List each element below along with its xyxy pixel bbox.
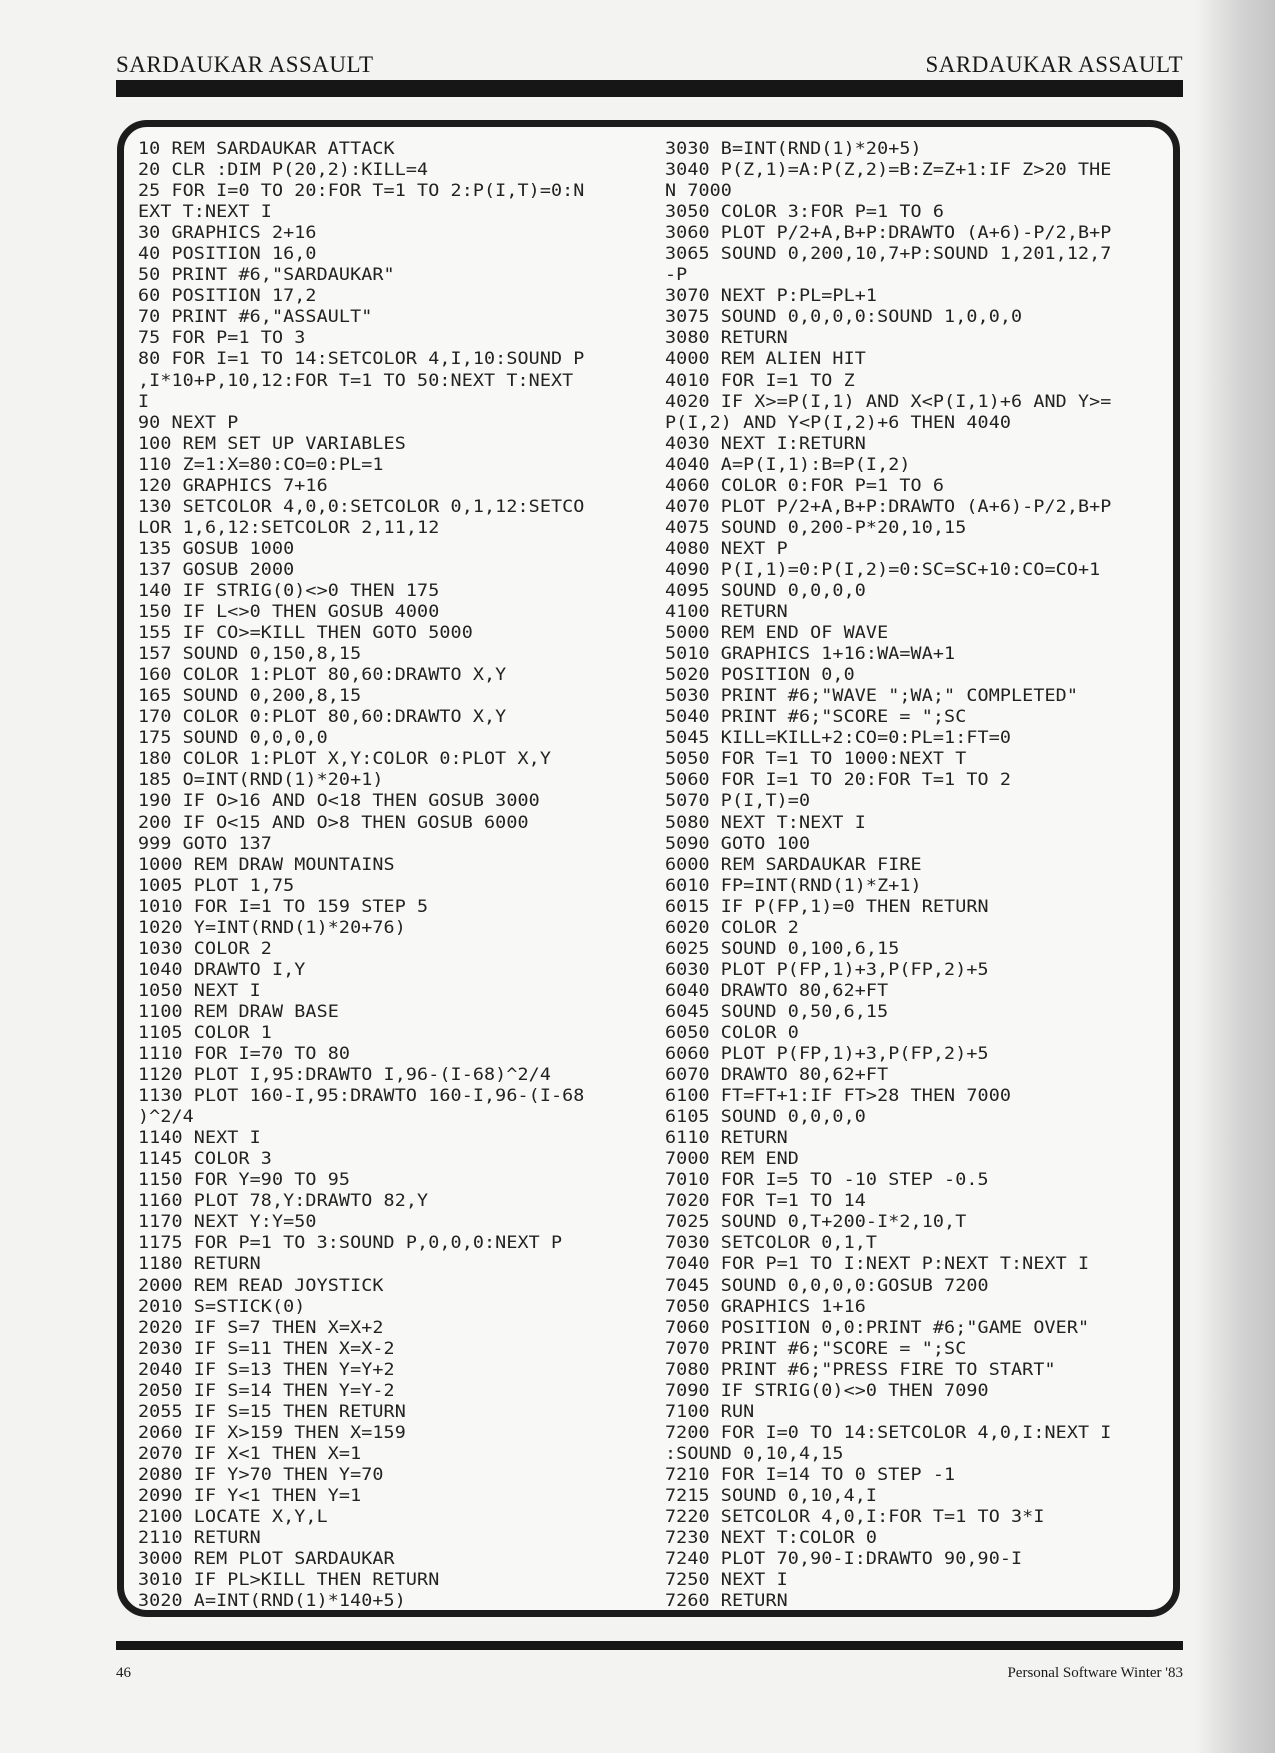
- page-number: 46: [116, 1665, 131, 1681]
- code-line: 4100 RETURN: [665, 602, 788, 623]
- code-line: 5030 PRINT #6;"WAVE ";WA;" COMPLETED": [665, 686, 1078, 707]
- code-line: 7020 FOR T=1 TO 14: [665, 1191, 866, 1212]
- code-line: 25 FOR I=0 TO 20:FOR T=1 TO 2:P(I,T)=0:N: [138, 181, 585, 202]
- code-line: 7045 SOUND 0,0,0,0:GOSUB 7200: [665, 1275, 989, 1296]
- code-line: 1150 FOR Y=90 TO 95: [138, 1170, 351, 1191]
- code-line: 3030 B=INT(RND(1)*20+5): [665, 139, 922, 159]
- code-line: 2020 IF S=7 THEN X=X+2: [138, 1317, 384, 1338]
- code-line: 4095 SOUND 0,0,0,0: [665, 580, 866, 601]
- code-line: 20 CLR :DIM P(20,2):KILL=4: [138, 160, 429, 181]
- code-line: 5040 PRINT #6;"SCORE = ";SC: [665, 707, 967, 728]
- code-line: 6105 SOUND 0,0,0,0: [665, 1107, 866, 1128]
- code-line: 2010 S=STICK(0): [138, 1296, 306, 1317]
- code-line: 3040 P(Z,1)=A:P(Z,2)=B:Z=Z+1:IF Z>20 THE: [665, 160, 1112, 181]
- page-edge-shadow: [1195, 0, 1275, 1753]
- code-line: 1020 Y=INT(RND(1)*20+76): [138, 917, 406, 938]
- code-line: 7000 REM END: [665, 1149, 799, 1170]
- code-line: 3010 IF PL>KILL THEN RETURN: [138, 1570, 440, 1591]
- code-line: 6020 COLOR 2: [665, 917, 799, 938]
- code-line: 7090 IF STRIG(0)<>0 THEN 7090: [665, 1380, 989, 1401]
- code-line: 2040 IF S=13 THEN Y=Y+2: [138, 1359, 395, 1380]
- code-line: 100 REM SET UP VARIABLES: [138, 433, 406, 454]
- code-line: 1145 COLOR 3: [138, 1149, 272, 1170]
- header-rule: [116, 80, 1183, 97]
- code-line: 2030 IF S=11 THEN X=X-2: [138, 1338, 395, 1359]
- footer-rule: [116, 1641, 1183, 1650]
- code-line: 6050 COLOR 0: [665, 1022, 799, 1043]
- code-line: EXT T:NEXT I: [138, 202, 272, 223]
- code-line: LOR 1,6,12:SETCOLOR 2,11,12: [138, 517, 440, 538]
- code-line: 3020 A=INT(RND(1)*140+5): [138, 1591, 406, 1612]
- code-line: 2060 IF X>159 THEN X=159: [138, 1422, 406, 1443]
- code-line: 6015 IF P(FP,1)=0 THEN RETURN: [665, 896, 989, 917]
- code-line: 90 NEXT P: [138, 412, 239, 433]
- code-line: 7040 FOR P=1 TO I:NEXT P:NEXT T:NEXT I: [665, 1254, 1090, 1275]
- code-line: 7025 SOUND 0,T+200-I*2,10,T: [665, 1212, 967, 1233]
- code-line: 6030 PLOT P(FP,1)+3,P(FP,2)+5: [665, 959, 989, 980]
- code-line: 7200 FOR I=0 TO 14:SETCOLOR 4,0,I:NEXT I: [665, 1422, 1112, 1443]
- code-line: 5060 FOR I=1 TO 20:FOR T=1 TO 2: [665, 770, 1012, 791]
- code-line: 7210 FOR I=14 TO 0 STEP -1: [665, 1464, 956, 1485]
- code-line: 60 POSITION 17,2: [138, 286, 317, 307]
- code-line: 185 O=INT(RND(1)*20+1): [138, 770, 384, 791]
- code-line: 4010 FOR I=1 TO Z: [665, 370, 855, 391]
- code-line: 1030 COLOR 2: [138, 938, 272, 959]
- code-line: 2000 REM READ JOYSTICK: [138, 1275, 384, 1296]
- code-line: 157 SOUND 0,150,8,15: [138, 644, 362, 665]
- code-line: 1160 PLOT 78,Y:DRAWTO 82,Y: [138, 1191, 429, 1212]
- code-line: 165 SOUND 0,200,8,15: [138, 686, 362, 707]
- code-line: 75 FOR P=1 TO 3: [138, 328, 306, 349]
- code-line: 2110 RETURN: [138, 1528, 261, 1549]
- code-line: 2080 IF Y>70 THEN Y=70: [138, 1464, 384, 1485]
- code-line: 80 FOR I=1 TO 14:SETCOLOR 4,I,10:SOUND P: [138, 349, 585, 370]
- code-line: 7010 FOR I=5 TO -10 STEP -0.5: [665, 1170, 989, 1191]
- code-line: 6040 DRAWTO 80,62+FT: [665, 980, 889, 1001]
- code-line: 6000 REM SARDAUKAR FIRE: [665, 854, 922, 875]
- code-line: 180 COLOR 1:PLOT X,Y:COLOR 0:PLOT X,Y: [138, 749, 551, 770]
- code-line: 5010 GRAPHICS 1+16:WA=WA+1: [665, 644, 956, 665]
- code-line: 135 GOSUB 1000: [138, 538, 295, 559]
- code-line: 6010 FP=INT(RND(1)*Z+1): [665, 875, 922, 896]
- code-line: 175 SOUND 0,0,0,0: [138, 728, 328, 749]
- code-line: 6100 FT=FT+1:IF FT>28 THEN 7000: [665, 1086, 1012, 1107]
- code-line: 3000 REM PLOT SARDAUKAR: [138, 1549, 395, 1570]
- code-line: 3080 RETURN: [665, 328, 788, 349]
- code-line: 6110 RETURN: [665, 1128, 788, 1149]
- code-line: 7250 NEXT I: [665, 1570, 788, 1591]
- code-line: 7230 NEXT T:COLOR 0: [665, 1528, 878, 1549]
- code-line: 1050 NEXT I: [138, 980, 261, 1001]
- listing-left-column: [138, 139, 584, 1612]
- code-line: 10 REM SARDAUKAR ATTACK: [138, 139, 395, 159]
- code-line: 170 COLOR 0:PLOT 80,60:DRAWTO X,Y: [138, 707, 507, 728]
- code-line: 130 SETCOLOR 4,0,0:SETCOLOR 0,1,12:SETCO: [138, 496, 585, 517]
- code-line: 40 POSITION 16,0: [138, 244, 317, 265]
- running-header-left: SARDAUKAR ASSAULT: [116, 52, 374, 77]
- code-line: 4075 SOUND 0,200-P*20,10,15: [665, 517, 967, 538]
- code-line: 1170 NEXT Y:Y=50: [138, 1212, 317, 1233]
- publication-credit: Personal Software Winter '83: [1007, 1665, 1183, 1681]
- code-line: 999 GOTO 137: [138, 833, 272, 854]
- code-line: 140 IF STRIG(0)<>0 THEN 175: [138, 580, 440, 601]
- code-line: 155 IF CO>=KILL THEN GOTO 5000: [138, 623, 473, 644]
- code-line: :SOUND 0,10,4,15: [665, 1443, 844, 1464]
- code-line: 137 GOSUB 2000: [138, 559, 295, 580]
- code-line: 160 COLOR 1:PLOT 80,60:DRAWTO X,Y: [138, 665, 507, 686]
- code-line: 2070 IF X<1 THEN X=1: [138, 1443, 362, 1464]
- code-line: 110 Z=1:X=80:CO=0:PL=1: [138, 454, 384, 475]
- code-line: 7100 RUN: [665, 1401, 755, 1422]
- code-line: P(I,2) AND Y<P(I,2)+6 THEN 4040: [665, 412, 1012, 433]
- code-line: 1130 PLOT 160-I,95:DRAWTO 160-I,96-(I-68: [138, 1086, 585, 1107]
- code-line: 7050 GRAPHICS 1+16: [665, 1296, 866, 1317]
- code-line: 30 GRAPHICS 2+16: [138, 223, 317, 244]
- code-line: 190 IF O>16 AND O<18 THEN GOSUB 3000: [138, 791, 540, 812]
- code-line: 5020 POSITION 0,0: [665, 665, 855, 686]
- listing-right-column: [665, 139, 1111, 1612]
- code-line: 5000 REM END OF WAVE: [665, 623, 889, 644]
- code-line: 70 PRINT #6,"ASSAULT": [138, 307, 373, 328]
- code-line: 5050 FOR T=1 TO 1000:NEXT T: [665, 749, 967, 770]
- code-line: 7060 POSITION 0,0:PRINT #6;"GAME OVER": [665, 1317, 1090, 1338]
- code-line: 1180 RETURN: [138, 1254, 261, 1275]
- code-line: 2100 LOCATE X,Y,L: [138, 1507, 328, 1528]
- code-line: 7240 PLOT 70,90-I:DRAWTO 90,90-I: [665, 1549, 1023, 1570]
- code-line: 7070 PRINT #6;"SCORE = ";SC: [665, 1338, 967, 1359]
- code-line: 4070 PLOT P/2+A,B+P:DRAWTO (A+6)-P/2,B+P: [665, 496, 1112, 517]
- code-line: 1040 DRAWTO I,Y: [138, 959, 306, 980]
- code-line: I: [138, 391, 150, 412]
- code-line: 2050 IF S=14 THEN Y=Y-2: [138, 1380, 395, 1401]
- code-line: 1110 FOR I=70 TO 80: [138, 1044, 351, 1065]
- running-header-right: SARDAUKAR ASSAULT: [925, 52, 1183, 77]
- code-line: 4090 P(I,1)=0:P(I,2)=0:SC=SC+10:CO=CO+1: [665, 559, 1101, 580]
- code-line: 2090 IF Y<1 THEN Y=1: [138, 1486, 362, 1506]
- code-line: 1175 FOR P=1 TO 3:SOUND P,0,0,0:NEXT P: [138, 1233, 563, 1254]
- code-line: 4040 A=P(I,1):B=P(I,2): [665, 454, 911, 475]
- code-line: 1105 COLOR 1: [138, 1022, 272, 1043]
- code-line: 7080 PRINT #6;"PRESS FIRE TO START": [665, 1359, 1056, 1380]
- code-line: 7260 RETURN: [665, 1591, 788, 1612]
- code-line: 5045 KILL=KILL+2:CO=0:PL=1:FT=0: [665, 728, 1012, 749]
- code-line: -P: [665, 265, 688, 286]
- code-line: 200 IF O<15 AND O>8 THEN GOSUB 6000: [138, 812, 529, 833]
- code-line: 2055 IF S=15 THEN RETURN: [138, 1401, 406, 1422]
- code-line: 5090 GOTO 100: [665, 833, 811, 854]
- code-line: 3050 COLOR 3:FOR P=1 TO 6: [665, 202, 945, 223]
- code-line: 6025 SOUND 0,100,6,15: [665, 938, 900, 959]
- code-line: 1120 PLOT I,95:DRAWTO I,96-(I-68)^2/4: [138, 1065, 551, 1086]
- code-line: 3070 NEXT P:PL=PL+1: [665, 286, 878, 307]
- code-line: 6045 SOUND 0,50,6,15: [665, 1001, 889, 1022]
- code-line: 3075 SOUND 0,0,0,0:SOUND 1,0,0,0: [665, 307, 1023, 328]
- code-line: 1010 FOR I=1 TO 159 STEP 5: [138, 896, 429, 917]
- code-line: 1005 PLOT 1,75: [138, 875, 295, 896]
- code-line: 4020 IF X>=P(I,1) AND X<P(I,1)+6 AND Y>=: [665, 391, 1112, 412]
- code-line: 150 IF L<>0 THEN GOSUB 4000: [138, 602, 440, 623]
- code-line: )^2/4: [138, 1107, 194, 1128]
- code-line: 1100 REM DRAW BASE: [138, 1001, 339, 1022]
- code-line: 3060 PLOT P/2+A,B+P:DRAWTO (A+6)-P/2,B+P: [665, 223, 1112, 244]
- code-line: 5070 P(I,T)=0: [665, 791, 811, 812]
- code-line: 1000 REM DRAW MOUNTAINS: [138, 854, 395, 875]
- code-line: 50 PRINT #6,"SARDAUKAR": [138, 265, 395, 286]
- code-line: 7220 SETCOLOR 4,0,I:FOR T=1 TO 3*I: [665, 1507, 1045, 1528]
- code-line: 4060 COLOR 0:FOR P=1 TO 6: [665, 475, 945, 496]
- code-line: 6070 DRAWTO 80,62+FT: [665, 1065, 889, 1086]
- code-line: 4000 REM ALIEN HIT: [665, 349, 866, 370]
- code-line: N 7000: [665, 181, 732, 202]
- code-line: 3065 SOUND 0,200,10,7+P:SOUND 1,201,12,7: [665, 244, 1112, 265]
- code-line: 4080 NEXT P: [665, 538, 788, 559]
- code-line: 7215 SOUND 0,10,4,I: [665, 1486, 878, 1506]
- code-line: 6060 PLOT P(FP,1)+3,P(FP,2)+5: [665, 1044, 989, 1065]
- code-line: 7030 SETCOLOR 0,1,T: [665, 1233, 878, 1254]
- code-line: 5080 NEXT T:NEXT I: [665, 812, 866, 833]
- code-line: ,I*10+P,10,12:FOR T=1 TO 50:NEXT T:NEXT: [138, 370, 574, 391]
- code-line: 4030 NEXT I:RETURN: [665, 433, 866, 454]
- code-line: 120 GRAPHICS 7+16: [138, 475, 328, 496]
- code-line: 1140 NEXT I: [138, 1128, 261, 1149]
